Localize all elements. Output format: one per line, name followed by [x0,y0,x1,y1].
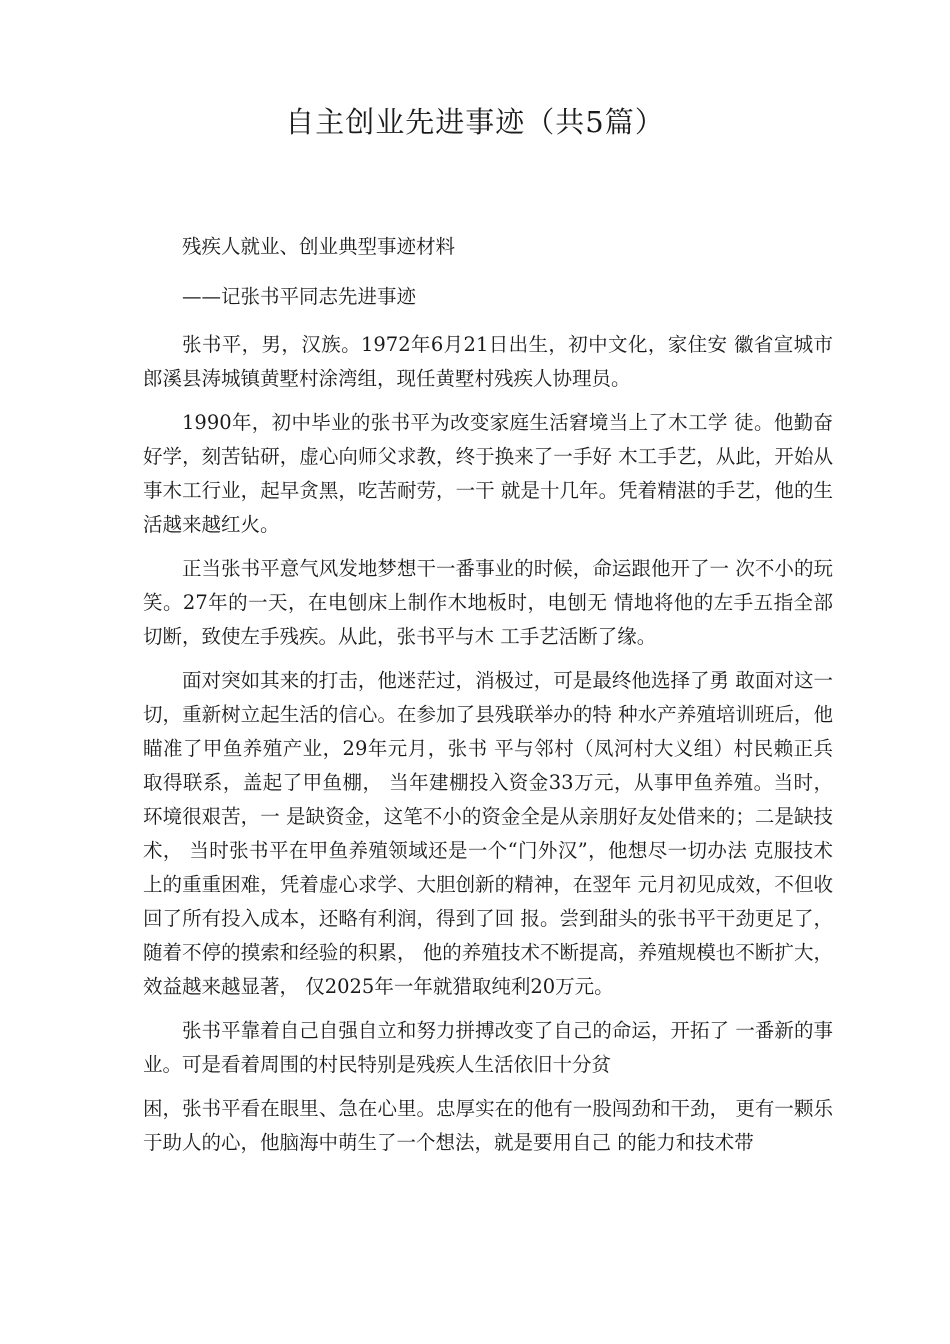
paragraph-2: 1990年，初中毕业的张书平为改变家庭生活窘境当上了木工学 徒。他勤奋好学，刻苦钻研，虚心向师父求教，终于换来了一手好 木工手艺，从此，开始从事木工行业，起早贪黑，吃苦耐劳，一干 就是十几年。凭着精湛的手艺，他的生活越来越红火。 [143,411,833,536]
paragraph-3: 正当张书平意气风发地梦想干一番事业的时候，命运跟他开了一 次不小的玩笑。27年的一天，在电刨床上制作木地板时，电刨无 情地将他的左手五指全部切断，致使左手残疾。从此，张书平与木 工手艺活断了缘。 [143,557,833,648]
paragraph-4: 面对突如其来的打击，他迷茫过，消极过，可是最终他选择了勇 敢面对这一切，重新树立起生活的信心。在参加了县残联举办的特 种水产养殖培训班后，他瞄准了甲鱼养殖产业，29年元月，张书 平与邻村（凤河村大义组）村民赖正兵取得联系，盖起了甲鱼棚， 当年建棚投入资金33万元，从事甲鱼养殖。当时，环境很艰苦，一 是缺资金，这笔不小的资金全是从亲朋好友处借来的；二是缺技术， 当时张书平在甲鱼养殖领域还是一个“门外汉”，他想尽一切办法 克服技术上的重重困难，凭着虚心求学、大胆创新的精神，在翌年 元月初见成效，不但收回了所有投入成本，还略有利润，得到了回 报。尝到甜头的张书平干劲更足了，随着不停的摸索和经验的积累， 他的养殖技术不断提高，养殖规模也不断扩大，效益越来越显著， 仅2025年一年就猎取纯利20万元。 [143,669,833,998]
paragraph-1: 张书平，男，汉族。1972年6月21日出生，初中文化，家住安 徽省宣城市郎溪县涛城镇黄墅村涂湾组，现任黄墅村残疾人协理员。 [143,333,833,390]
section-heading: 残疾人就业、创业典型事迹材料 [182,235,456,258]
paragraph-continued: 困，张书平看在眼里、急在心里。忠厚实在的他有一股闯劲和干劲， 更有一颗乐于助人的心，他脑海中萌生了一个想法，就是要用自己 的能力和技术带 [143,1097,833,1154]
document-body [143,230,833,1170]
section-subheading: ——记张书平同志先进事迹 [182,285,417,308]
paragraph-5: 张书平靠着自己自强自立和努力拼搏改变了自己的命运，开拓了 一番新的事业。可是看着周围的村民特别是残疾人生活依旧十分贫 [143,1019,833,1076]
document-title: 自主创业先进事迹（共5篇） [285,105,665,139]
